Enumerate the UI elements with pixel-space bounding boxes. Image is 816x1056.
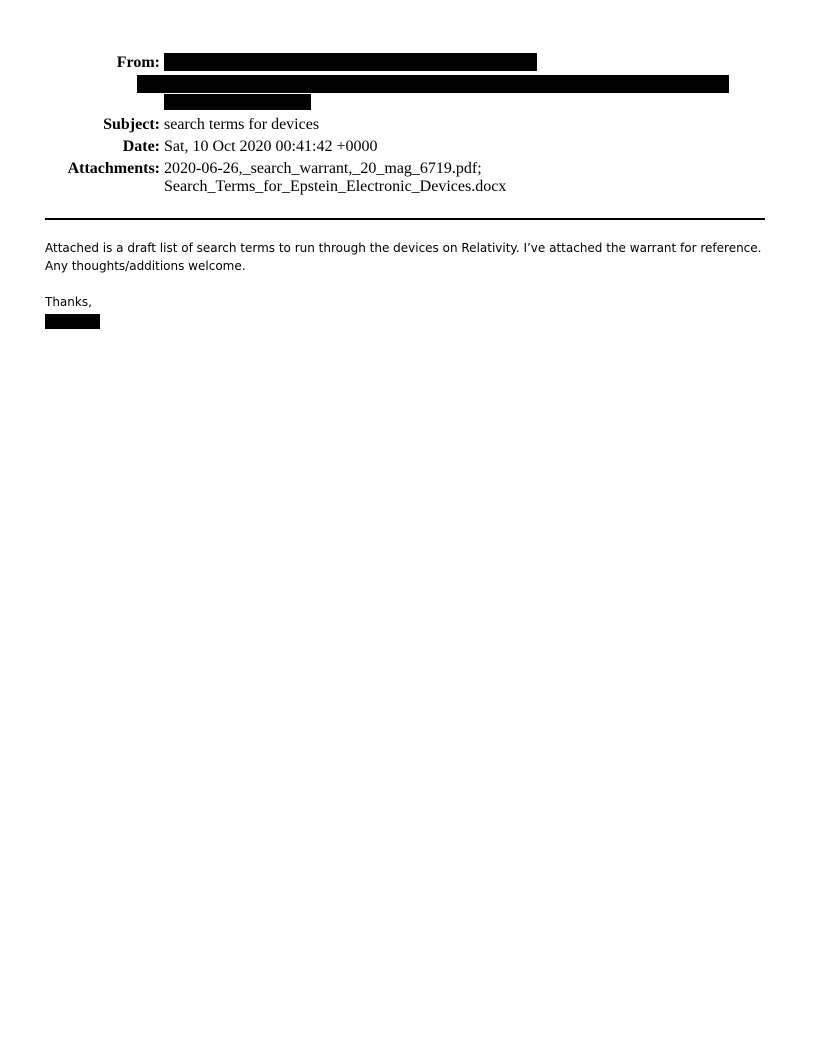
header-divider	[45, 218, 765, 220]
body-line: Attached is a draft list of search terms to run through the devices on Relativity. I’ve attached the warrant for reference.	[45, 241, 762, 255]
subject-value: search terms for devices	[164, 116, 320, 133]
redacted-sender-line-1	[164, 53, 537, 71]
attachment-item[interactable]: Search_Terms_for_Epstein_Electronic_Devices.docx	[164, 178, 507, 195]
redacted-sender-line-2	[137, 75, 729, 93]
subject-label: Subject:	[103, 116, 160, 133]
from-label: From:	[116, 54, 160, 71]
date-value: Sat, 10 Oct 2020 00:41:42 +0000	[164, 138, 378, 155]
date-label: Date:	[122, 138, 160, 155]
redacted-signature	[45, 314, 100, 329]
attachments-label: Attachments:	[67, 160, 160, 177]
attachment-item[interactable]: 2020-06-26,_search_warrant,_20_mag_6719.pdf;	[164, 160, 482, 177]
body-line: Any thoughts/additions welcome.	[45, 259, 246, 273]
redacted-sender-line-3	[164, 94, 311, 110]
closing-text: Thanks,	[45, 295, 92, 309]
